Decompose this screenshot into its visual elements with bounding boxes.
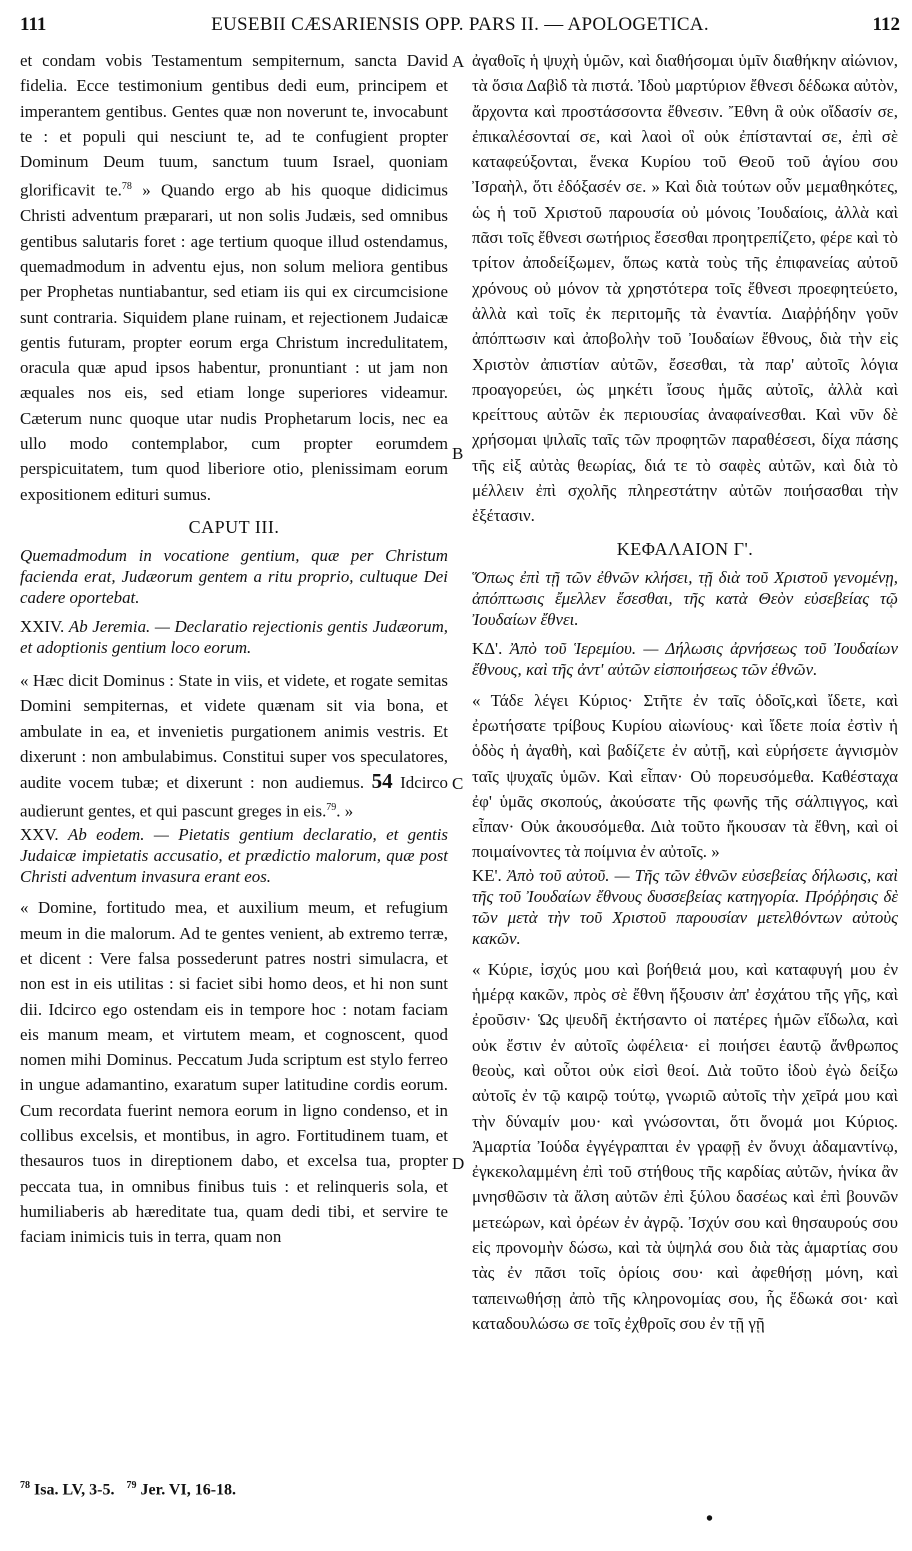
footnotes <box>20 1480 236 1499</box>
section-ke-heading <box>472 865 898 949</box>
section-xxiv-heading <box>20 616 448 658</box>
margin-letter-b: B <box>452 444 464 463</box>
margin-letter-d: D <box>452 1154 465 1173</box>
page-number-right: 112 <box>872 14 900 35</box>
section-kd-number: ΚΔ'. <box>472 638 503 658</box>
kephalaion-subtitle: Ὅπως ἐπὶ τῇ τῶν ἐθνῶν κλήσει, τῇ διὰ τοῦ Χριστοῦ γενομένῃ, ἀπόπτωσις ἔμελλεν ἔσεσθαι, τῆς κατὰ Θεὸν εὐσεβείας τῷ Ἰουδαίων ἔθνει. <box>472 567 898 629</box>
section-xxiv-number: XXIV. <box>20 616 65 636</box>
footnote-ref-79: 79 <box>326 802 337 814</box>
quote-end: . » <box>336 802 354 822</box>
section-xxiv-body-2: Idcirco audierunt gentes, et qui pascunt greges in eis. <box>20 773 448 822</box>
greek-column <box>472 48 898 1336</box>
section-xxiv-title: Ab Jeremia. — Declaratio rejectionis gentis Judæorum, et adoptionis gentium loco eorum. <box>20 616 448 657</box>
footnote-78-mark: 78 <box>20 1480 30 1491</box>
latin-text-1b: » Quando ergo ab his quoque didicimus Christi adventum præparari, ut non solis Judæis, sed omnibus gentibus salutaris foret : age tertium quoque illud ostendamus, quemadmodum in adventu ejus, non solum meliora gentibus per Prophetas nuntiabantur, sed etiam iis qui ex circumcisione sunt contraria. Siquidem plane ruinam, et rejectionem Judaicæ gentis futuram, propter eorum erga Christum incredulitatem, oracula quæ apud ipsos habentur, pronuntiant : ut jam non æquales nos eis, sed etiam longe superiores videamur. Cæterum nunc quoque utar nudis Prophetarum locis, nec ea ullo modo contemplabor, cum propter eorumdem perspicuitatem, tum quod liberiore otio, plenissimam eorum expositionem edituri sumus. <box>20 181 448 504</box>
section-kd-text: « Τάδε λέγει Κύριος· Στῆτε ἐν ταῖς ὁδοῖς,καὶ ἴδετε, καὶ ἐρωτήσατε τρίβους Κυρίου αἰωνίους· καὶ ἴδετε ποία ἐστὶν ἡ ὁδὸς ἡ ἀγαθὴ, καὶ βαδίζετε ἐν αὐτῇ, καὶ εὑρήσετε ἁγνισμὸν ταῖς ψυχαῖς ὑμῶν. Καὶ εἶπαν· Οὐ πορευσόμεθα. Καθέσταχα ἐφ' ὑμᾶς σκοπούς, ἀκούσατε τῆς φωνῆς τῆς σάλπιγγος, καὶ εἶπαν· Οὐκ ἀκουσόμεθα. Διὰ τοῦτο ἤκουσαν τὰ ἔθνη, καὶ οἱ ποιμαίνοντες τὰ ποίμνια ἐν αὐτοῖς. » <box>472 690 898 862</box>
latin-column <box>20 48 448 1250</box>
latin-paragraph-1 <box>20 48 448 507</box>
section-kd-title: Ἀπὸ τοῦ Ἱερεμίου. — Δήλωσις ἀρνήσεως τοῦ Ἰουδαίων ἔθνους, καὶ τῆς ἀντ' αὐτῶν εἰσποιήσεως τῶν ἐθνῶν. <box>472 638 898 679</box>
page-number-left: 111 <box>20 14 47 35</box>
section-ke-text: « Κύριε, ἰσχύς μου καὶ βοήθειά μου, καὶ καταφυγή μου ἐν ἡμέρᾳ κακῶν, πρὸς σὲ ἔθνη ἥξουσιν ἀπ' ἐσχάτου τῆς γῆς, καὶ ἐροῦσιν· Ὡς ψευδῆ ἐκτήσαντο οἱ πατέρες ἡμῶν εἴδωλα, καὶ οὐκ ἔστιν ἐν αὐτοῖς ὠφέλεια· εἰ ποιήσει ἑαυτῷ ἄνθρωπος θεοὺς, καὶ οὗτοι οὐκ εἰσὶ θεοί. Διὰ τοῦτο ἰδοὺ ἐγὼ δείξω αὐτοῖς ἐν τῷ καιρῷ τούτῳ, γνωριῶ αὐτοῖς τὴν χεῖρά μου καὶ τὴν δύναμίν μου· καὶ γνώσονται, ὅτι ὄνομά μοι Κύριος. Ἁμαρτία Ἰούδα ἐγγέγραπται ἐν γραφῇ ἐν ὄνυχι ἀδαμαντίνῳ, ἐγκεκολαμμένη ἐπὶ τοῦ στήθους τῆς καρδίας αὐτῶν, ἡνίκα ἂν μνησθῶσιν τὰ ἄλση αὐτῶν ἐπὶ ξύλου δασέως καὶ ἐπὶ βουνῶν μετεώρων, καὶ ὀρέων ἐν ἀγρῷ. Ἰσχύν σου καὶ θησαυρούς σου εἰς προνομὴν δώσω, καὶ τὰ ὑψηλά σου διὰ τὰς ἁμαρτίας σου τὰς ἐν πᾶσι τοῖς ὁρίοις σου· καὶ ἀφεθήσῃ μόνη, καὶ ταπεινωθήσῃ ἀπὸ τῆς κληρονομίας σου, ἧς ἔδωκά σοι· καὶ καταδουλώσω σε τοῖς ἐχθροῖς σου ἐν τῇ γῇ <box>472 959 898 1333</box>
section-kd-heading <box>472 638 898 680</box>
footnote-78: Isa. LV, 3-5. <box>30 1481 115 1499</box>
latin-text-1a: et condam vobis Testamentum sempiternum, sancta David fidelia. Ecce testimonium gentibus dedi eum, principem et imperantem gentibus. Gentes quæ non noverunt te, invocabunt te : et populi qui nesciunt te, ad te confugient propter Dominum Deum tuum, sanctum tuum Israel, quoniam glorificavit te. <box>20 51 448 201</box>
section-ke-title: Ἀπὸ τοῦ αὐτοῦ. — Τῆς τῶν ἐθνῶν εὐσεβείας δήλωσις, καὶ τῆς τοῦ Ἰουδαίων ἔθνους δυσσεβείας κατηγορία. Πρόῤῥησις δὲ τῶν μετὰ τὴν τοῦ Χριστοῦ παρουσίαν μετελθόντων αὐτοὺς κακῶν. <box>472 865 898 948</box>
running-title: EUSEBII CÆSARIENSIS OPP. PARS II. — APOLOGETICA. <box>211 14 709 35</box>
greek-paragraph-1: ἀγαθοῖς ἡ ψυχὴ ὑμῶν, καὶ διαθήσομαι ὑμῖν διαθήκην αἰώνιον, τὰ ὅσια Δαβὶδ τὰ πιστά. Ἰδοὺ μαρτύριον ἔθνεσι δέδωκα αὐτὸν, ἄρχοντα καὶ προστάσσοντα ἔθνεσιν. Ἔθνη ἃ οὐκ οἴδασίν σε, ἐπικαλέσονταί σε, καὶ λαοὶ οἳ οὐκ ἐπίστανταί σε, ἐπὶ σὲ καταφεύξονται, ἕνεκα Κυρίου τοῦ Θεοῦ τοῦ ἁγίου σου Ἰσραὴλ, ὅτι ἐδόξασέν σε. » Καὶ διὰ τούτων οὖν μεμαθηκότες, ὡς ἡ τοῦ Χριστοῦ παρουσία οὐ μόνοις Ἰουδαίοις, ἀλλὰ καὶ πᾶσι τοῖς ἔθνεσι σωτήριος ἔσεσθαι προητρεπίζετο, φέρε καὶ τὸ τρίτον ἀποδείξωμεν, ὅπως κατὰ τοὺς τῆς ἐπιφανείας αὐτοῦ χρόνους οὐ μόνον τὰ χρηστότερα τοῖς ἔθνεσι προεφητεύετο, ἀλλὰ καὶ τοῖς ἐκ περιτομῆς τὰ ἐναντία. Διαῤῥήδην γοῦν ἀπόπτωσιν καὶ ἀποβολὴν τοῦ Ἰουδαίων ἔθνους, διὰ τὴν εἰς Χριστὸν ἀπιστίαν αὐτῶν, ἔσεσθαι, τὰ παρ' αὐτοῖς λόγια προαγορεύει, ὡς μηκέτι ἴσους ἡμᾶς αὐτοῖς, ἀλλὰ καὶ κρείττους αὐτῶν ἐκ περιουσίας ἀναφαίνεσθαι. Καὶ νῦν δὲ χρήσομαι ψιλαῖς ταῖς τῶν προφητῶν παραθέσεσι, δίχα πάσης τῆς εἰξ αὐτὰς θεωρίας, διά τε τὸ σαφὲς αὐτῶν, καὶ διὰ τὸ μέλλειν ἐπὶ σχολῆς πληρεστάτην αὐτῶν ποιήσασθαι τὴν ἐξέτασιν. <box>472 51 898 526</box>
section-ke-number: ΚΕ'. <box>472 865 502 885</box>
footnote-79: Jer. VI, 16-18. <box>136 1481 237 1499</box>
section-xxv-heading <box>20 824 448 887</box>
bullet-mark: • <box>706 1508 714 1530</box>
section-xxv-number: XXV. <box>20 825 59 845</box>
column-number: 54 <box>371 769 393 794</box>
margin-letter-c: C <box>452 774 464 793</box>
footnote-79-mark: 79 <box>126 1480 137 1491</box>
footnote-ref-78: 78 <box>121 181 132 193</box>
margin-letter-a: A <box>452 52 465 71</box>
kephalaion-heading: ΚΕΦΑΛΑΙΟΝ Γ'. <box>616 538 754 559</box>
running-header <box>20 14 900 40</box>
section-xxv-title: Ab eodem. — Pietatis gentium declaratio, et gentis Judaicæ impietatis accusatio, et prædictio malorum, quæ post Christi adventum invasura erant eos. <box>20 825 448 887</box>
section-xxv-text: « Domine, fortitudo mea, et auxilium meum, et refugium meum in die malorum. Ad te gentes venient, ab extremo terræ, et dicent : Vere falsa possederunt patres nostri simulacra, et non est in eis utilitas : si faciet sibi homo deos, et hi non sunt dii. Idcirco ego ostendam eis in tempore hoc : notam faciam eis manum meam, et virtutem meam, et cognoscent, quod nomen mihi Dominus. Peccatum Juda scriptum est stylo ferreo in ungue adamantino, exaratum super latitudine cordis eorum. Cum recordata fuerint nemora eorum in ligno condenso, et in collibus excelsis, et montibus, in agro. Fortitudinem tuam, et thesauros tuos in direptionem dabo, et excelsa tua, propter peccata tua, in omnibus finibus tuis : et relinqueris sola, et humiliaberis ab hæreditate tua, quam dedi tibi, et servire te faciam inimicis tuis in terra, quam non <box>20 898 448 1247</box>
caput-subtitle: Quemadmodum in vocatione gentium, quæ per Christum facienda erat, Judæorum gentem a ritu proprio, cultuque Dei cadere oportebat. <box>20 545 448 607</box>
section-xxiv-text <box>20 668 448 824</box>
section-xxiv-body: « Hæc dicit Dominus : State in viis, et videte, et rogate semitas Domini sempiternas, et videte quænam sit via bona, et ambulate in ea, et invenietis purgationem animis vestris. Et dixerunt : non ambulabimus. Constitui super vos speculatores, audite vocem tubæ; et dixerunt : non audiemus. <box>20 670 448 793</box>
caput-heading: CAPUT III. <box>188 516 280 537</box>
